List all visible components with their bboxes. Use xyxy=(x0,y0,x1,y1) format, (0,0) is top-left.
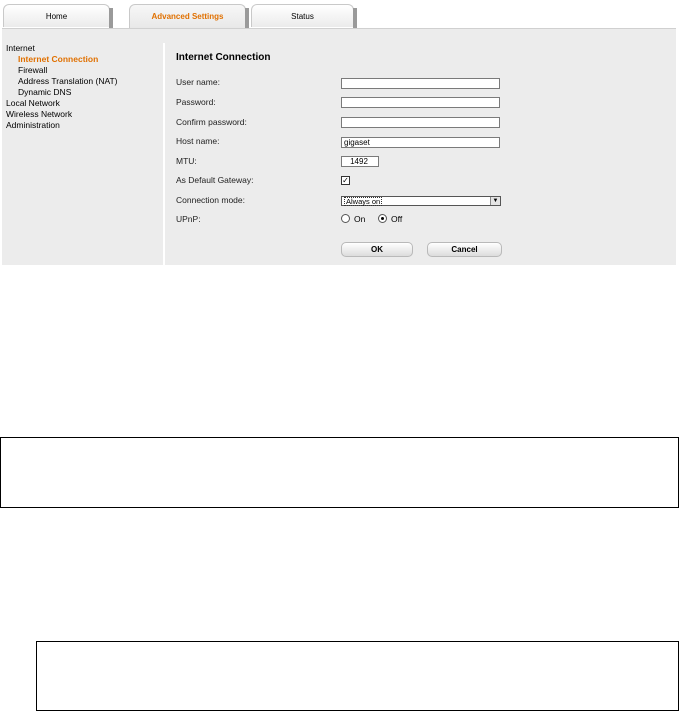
sidebar-item-dynamic-dns[interactable]: Dynamic DNS xyxy=(18,87,72,97)
tab-home-label: Home xyxy=(45,12,68,21)
radio-icon xyxy=(341,214,350,223)
tab-status-label: Status xyxy=(291,12,314,21)
tab-shadow xyxy=(109,8,113,28)
connection-mode-label: Connection mode: xyxy=(176,195,245,205)
ok-button[interactable]: OK xyxy=(341,242,413,257)
radio-selected-icon xyxy=(378,214,387,223)
page-title: Internet Connection xyxy=(176,52,271,63)
upnp-on-label: On xyxy=(354,214,366,224)
sidebar-item-administration[interactable]: Administration xyxy=(6,120,60,130)
default-gateway-checkbox[interactable] xyxy=(341,176,350,185)
tab-home[interactable] xyxy=(3,4,110,27)
upnp-label: UPnP: xyxy=(176,214,201,224)
tab-advanced-settings[interactable] xyxy=(129,4,246,28)
tab-shadow xyxy=(245,8,249,28)
sidebar-item-internet-connection[interactable]: Internet Connection xyxy=(18,54,99,64)
mtu-input[interactable] xyxy=(341,156,379,167)
tab-status[interactable] xyxy=(251,4,354,27)
confirm-password-label: Confirm password: xyxy=(176,117,247,127)
chevron-down-icon[interactable]: ▼ xyxy=(490,197,500,205)
sidebar-item-internet[interactable]: Internet xyxy=(6,43,35,53)
empty-box-2 xyxy=(36,641,679,711)
connection-mode-select[interactable] xyxy=(341,196,501,206)
tab-shadow xyxy=(353,8,357,28)
confirm-password-input[interactable] xyxy=(341,117,500,128)
sidebar-item-local-network[interactable]: Local Network xyxy=(6,98,60,108)
user-name-input[interactable] xyxy=(341,78,500,89)
password-label: Password: xyxy=(176,97,216,107)
sidebar-nav xyxy=(6,43,118,131)
settings-panel xyxy=(2,28,676,265)
panel-divider xyxy=(163,43,165,266)
default-gateway-label: As Default Gateway: xyxy=(176,175,254,185)
mtu-label: MTU: xyxy=(176,156,197,166)
tab-bar xyxy=(0,0,679,28)
sidebar-item-nat[interactable]: Address Translation (NAT) xyxy=(18,76,118,86)
sidebar-item-wireless-network[interactable]: Wireless Network xyxy=(6,109,73,119)
upnp-off-radio[interactable] xyxy=(378,214,402,224)
connection-mode-value: Always on xyxy=(346,197,381,206)
cancel-button[interactable]: Cancel xyxy=(427,242,502,257)
sidebar-item-firewall[interactable]: Firewall xyxy=(18,65,48,75)
host-name-label: Host name: xyxy=(176,136,220,146)
host-name-input[interactable] xyxy=(341,137,500,148)
upnp-off-label: Off xyxy=(391,214,403,224)
user-name-label: User name: xyxy=(176,77,220,87)
upnp-on-radio[interactable] xyxy=(341,214,365,224)
checkmark-icon: ✓ xyxy=(342,176,349,185)
tab-advanced-settings-label: Advanced Settings xyxy=(151,12,224,21)
empty-box-1 xyxy=(0,437,679,508)
password-input[interactable] xyxy=(341,97,500,108)
